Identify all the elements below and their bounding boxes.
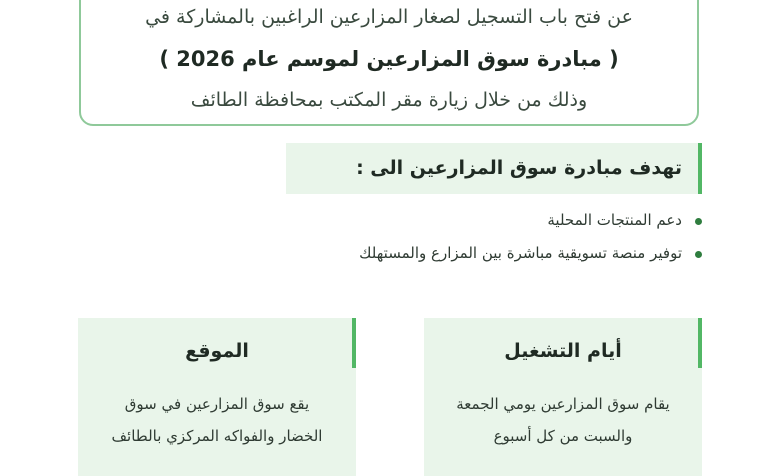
bullet-dot-icon [695, 251, 702, 258]
location-card [78, 318, 356, 476]
location-title: الموقع [185, 340, 249, 362]
goal-item [547, 211, 702, 229]
announcement-box [79, 0, 699, 126]
operating-days-line-2: والسبت من كل أسبوع [493, 427, 633, 445]
goals-header [286, 143, 702, 194]
operating-days-card [424, 318, 702, 476]
location-text [94, 388, 340, 452]
announcement-initiative-name: ( مبادرة سوق المزارعين لموسم عام 2026 ) [159, 47, 619, 71]
location-line-1: يقع سوق المزارعين في سوق [124, 395, 310, 413]
goal-item [359, 244, 702, 262]
operating-days-text [440, 388, 686, 452]
bullet-dot-icon [695, 218, 702, 225]
operating-days-line-1: يقام سوق المزارعين يومي الجمعة [456, 395, 670, 413]
goal-item-label: توفير منصة تسويقية مباشرة بين المزارع والمستهلك [359, 244, 682, 262]
announcement-line-1: عن فتح باب التسجيل لصغار المزارعين الراغبين بالمشاركة في [145, 6, 633, 28]
announcement-line-3: وذلك من خلال زيارة مقر المكتب بمحافظة الطائف [190, 89, 588, 111]
location-line-2: الخضار والفواكه المركزي بالطائف [111, 427, 323, 445]
operating-days-title: أيام التشغيل [504, 340, 622, 362]
goals-header-accent-bar [698, 143, 702, 194]
goal-item-label: دعم المنتجات المحلية [547, 211, 682, 229]
goals-title: تهدف مبادرة سوق المزارعين الى : [356, 157, 682, 179]
